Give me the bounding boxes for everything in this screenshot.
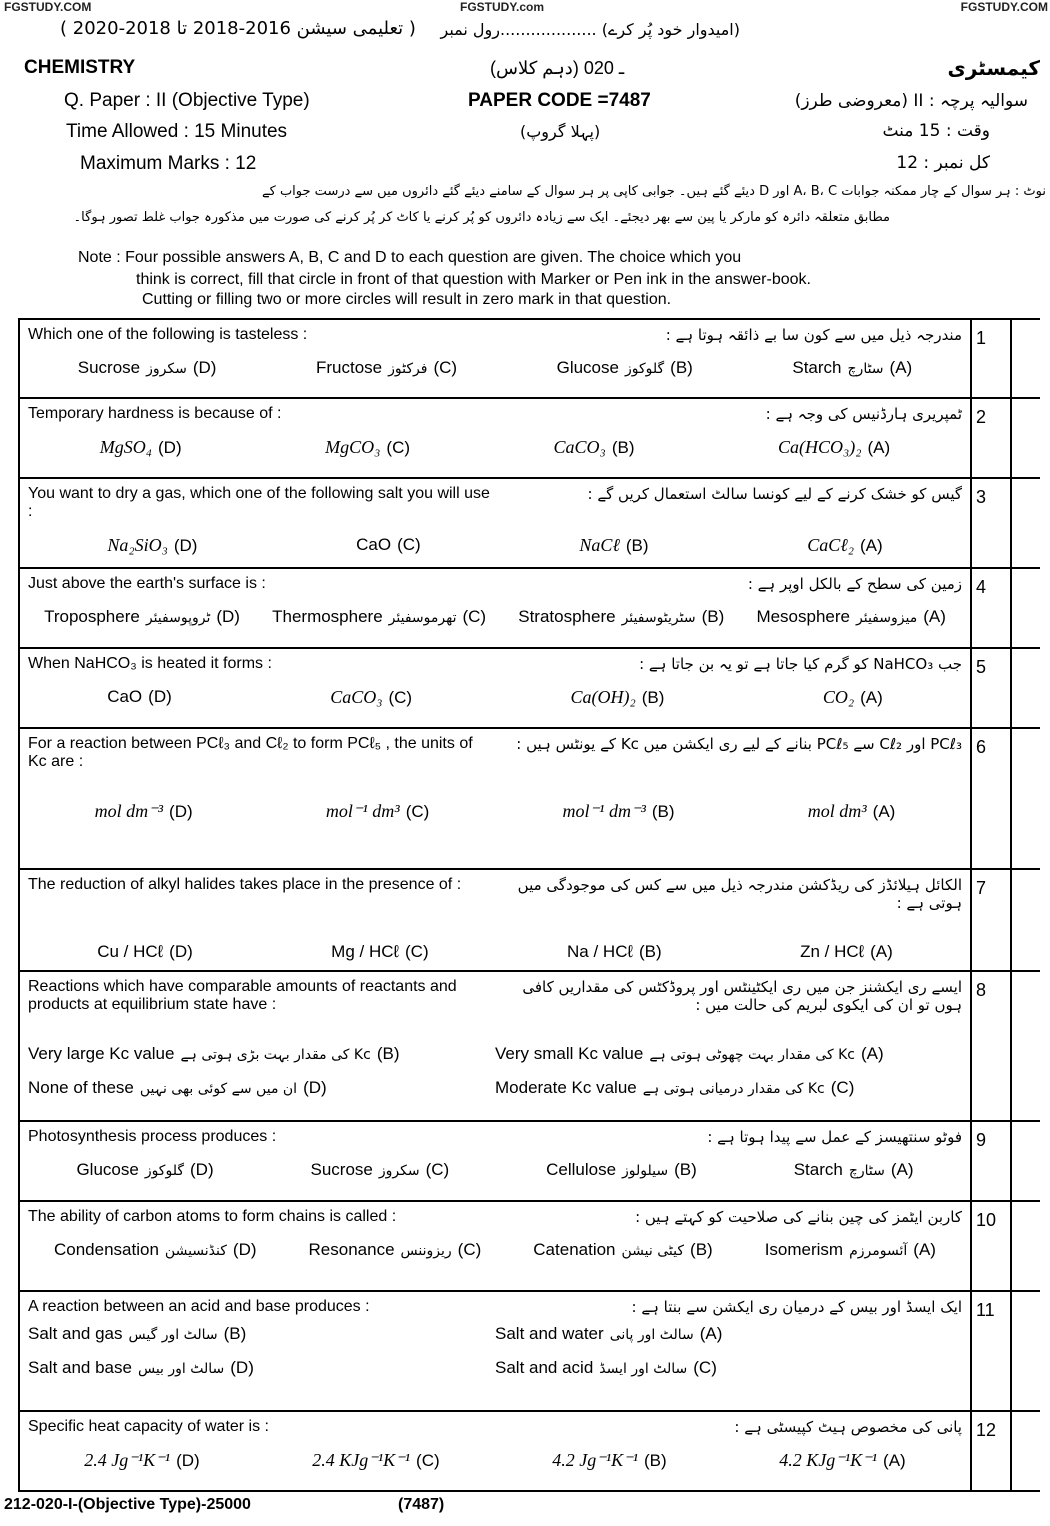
question-ur: کاربن ایٹمز کی چین بنانے کی صلاحیت کو کہتے ہیں : [635,1208,962,1226]
option-letter: (B) [376,1044,400,1063]
option-ur: گلوکوز [624,361,665,377]
option-d[interactable] [28,1358,495,1378]
question-cell [18,320,972,397]
question-row [18,569,1040,649]
question-cell [18,479,972,567]
option-a[interactable] [792,358,912,378]
question-en: The ability of carbon atoms to form chains is called : [28,1208,397,1225]
option-letter: (A) [923,607,946,626]
session: ( تعلیمی سیشن 2016-2018 تا 2018-2020 ) [60,18,416,39]
question-ur: ٹمپریری ہارڈنیس کی وجہ ہے : [765,405,962,423]
question-en: A reaction between an acid and base produces : [28,1298,370,1315]
question-en: Temporary hardness is because of : [28,405,282,422]
option-en: Cellulose [546,1160,617,1179]
watermark: FGSTUDY.COM [960,0,1048,14]
option-ur: سکروز [378,1163,420,1179]
option-letter: (B) [223,1324,247,1343]
question-en: Just above the earth's surface is : [28,575,266,592]
option-letter: (A) [859,536,883,555]
option-a[interactable] [756,607,945,627]
question-en: Which one of the following is tasteless : [28,326,308,343]
question-number: 12 [972,1412,1012,1490]
option-letter: (B) [701,607,725,626]
footer-code: 212-020-I-(Objective Type)-25000 [4,1496,251,1513]
option-ur: کیٹی نیشن [621,1243,685,1259]
option-letter: (C) [386,438,411,457]
margin-cell [1012,1292,1040,1410]
option-a[interactable] [778,437,890,458]
question-ur: ایک ایسڈ اور بیس کے درمیان ری ایکشن سے بنتا ہے : [631,1298,962,1316]
margin-cell [1012,569,1040,647]
option-letter: (B) [625,536,649,555]
option-en: Na / HCℓ [567,942,633,961]
option-en: Salt and water [495,1324,604,1343]
question-row [18,1202,1040,1292]
option-en: Stratosphere [518,607,616,626]
option-formula: NaCℓ [579,535,620,555]
question-row [18,729,1040,870]
option-ur: سکروز [146,361,187,377]
margin-cell [1012,1412,1040,1490]
options [28,1160,962,1180]
maximum-marks: Maximum Marks : 12 [80,153,257,174]
option-c[interactable] [316,358,457,378]
options [28,1044,962,1098]
option-d[interactable] [84,1450,199,1471]
option-letter: (A) [872,802,896,821]
option-formula: MgSO₄ [99,437,153,457]
question-text [28,405,962,423]
option-en: CaO [107,687,143,706]
option-a[interactable] [808,801,896,822]
option-ur: میزوسفیئر [856,610,918,626]
option-formula: CO₂ [822,687,855,707]
option-c[interactable] [495,1078,962,1098]
question-text [28,978,962,1014]
question-ur: گیس کو خشک کرنے کے لیے کونسا سالٹ استعمال کریں گے : [587,485,962,503]
option-a[interactable] [800,942,893,962]
question-cell [18,399,972,477]
option-letter: (A) [861,1044,884,1063]
options [28,1324,962,1378]
question-ur: PCℓ₃ اور Cℓ₂ سے PCℓ₅ بنانے کے لیے ری ایکشن میں Kc کے یونٹس ہیں : [516,735,962,753]
option-letter: (A) [883,1451,906,1470]
option-en: Moderate Kc value [495,1078,637,1097]
question-en: The reduction of alkyl halides takes place in the presence of : [28,876,462,893]
options [28,687,962,708]
question-row [18,972,1040,1122]
option-letter: (A) [890,1160,914,1179]
option-letter: (C) [416,1451,440,1470]
question-en: When NaHCO₃ is heated it forms : [28,655,272,672]
question-text [28,575,962,593]
option-formula: CaCO₃ [553,437,606,457]
option-ur: گلوکوز [144,1163,185,1179]
options [28,437,962,458]
option-ur: کنڈنسیشن [164,1243,227,1259]
option-c[interactable] [356,535,421,556]
question-text [28,1298,962,1316]
option-letter: (D) [216,607,240,626]
question-number: 8 [972,972,1012,1120]
time-allowed: Time Allowed : 15 Minutes [66,121,288,142]
option-formula: Na₂SiO₃ [107,535,168,555]
option-en: None of these [28,1078,134,1097]
group: (پہلا گروپ) [520,122,601,141]
watermark: FGSTUDY.com [460,0,545,14]
question-cell [18,972,972,1120]
question-number: 2 [972,399,1012,477]
option-c[interactable] [495,1358,962,1378]
option-letter: (A) [889,358,913,377]
option-en: Mg / HCℓ [331,942,400,961]
margin-cell [1012,729,1040,868]
option-ur: فرکٹوز [388,361,428,377]
option-ur: Kc کی مقدار بہت چھوٹی ہوتی ہے [649,1047,856,1063]
time-ur: وقت : 15 منٹ [882,121,990,141]
question-ur: ایسے ری ایکشنز جن میں ری ایکٹینٹس اور پروڈکٹس کی مقداریں کافی ہوں تو ان کی ایکوی لبریم کی حالت میں : [522,978,962,1014]
questions-table [18,318,1040,1492]
option-c[interactable] [312,1450,439,1471]
option-letter: (C) [462,607,487,626]
question-number: 7 [972,870,1012,970]
option-letter: (D) [169,802,193,821]
option-a[interactable] [807,535,882,556]
option-a[interactable] [779,1450,905,1471]
option-d[interactable] [78,358,217,378]
option-formula: mol dm⁻³ [94,801,164,821]
option-formula: mol⁻¹ dm⁻³ [562,801,646,821]
option-en: Salt and acid [495,1358,594,1377]
question-text [28,326,962,344]
option-ur: سالٹ اور پانی [609,1327,694,1343]
question-row [18,1122,1040,1202]
option-letter: (C) [388,688,413,707]
option-formula: Ca(OH)₂ [570,687,636,707]
option-b[interactable] [28,1324,495,1344]
option-ur: آئسومرزم [849,1243,908,1259]
watermark: FGSTUDY.COM [4,0,92,14]
option-letter: (D) [190,1160,214,1179]
option-en: Troposphere [44,607,140,626]
option-en: Sucrose [77,358,141,377]
option-letter: (D) [303,1078,327,1097]
note-ur-2: مطابق متعلقہ دائرہ کو مارکر یا پین سے بھر دیجئے۔ ایک سے زیادہ دائروں کو پُر کرنے یا کاٹ کر پُر کرنے کی صورت میں مذکورہ جواب غلط تصور ہوگا۔ [73,210,890,225]
option-en: Starch [792,358,842,377]
option-ur: ٹروپوسفیئر [145,610,211,626]
option-ur: سالٹ اور گیس [128,1327,218,1343]
option-b[interactable] [579,535,648,556]
option-en: Isomerism [764,1240,844,1259]
question-cell [18,569,972,647]
question-text [28,1208,962,1226]
question-number: 10 [972,1202,1012,1290]
question-text [28,485,962,521]
option-letter: (D) [173,536,198,555]
option-en: Resonance [308,1240,395,1259]
option-en: Sucrose [310,1160,373,1179]
question-number: 11 [972,1292,1012,1410]
option-letter: (B) [674,1160,697,1179]
option-en: Very small Kc value [495,1044,644,1063]
option-b[interactable] [552,1450,666,1471]
question-en: Specific heat capacity of water is : [28,1418,269,1435]
option-c[interactable] [272,607,486,627]
option-b[interactable] [557,358,693,378]
option-d[interactable] [54,1240,257,1260]
option-letter: (A) [699,1324,723,1343]
option-b[interactable] [570,687,664,708]
option-formula: mol dm³ [807,801,867,821]
option-d[interactable] [44,607,240,627]
option-letter: (D) [230,1358,254,1377]
option-en: Fructose [316,358,383,377]
option-letter: (B) [638,942,662,961]
question-ur: جب NaHCO₃ کو گرم کیا جاتا ہے تو یہ بن جاتا ہے : [639,655,962,673]
option-en: CaO [356,535,392,554]
question-cell [18,1412,972,1490]
question-cell [18,870,972,970]
option-formula: Ca(HCO₃)₂ [778,437,862,457]
option-d[interactable] [97,942,193,962]
option-letter: (C) [397,535,421,554]
option-c[interactable] [325,437,410,458]
option-en: Starch [793,1160,843,1179]
paper-type: Q. Paper : II (Objective Type) [64,90,310,111]
option-en: Zn / HCℓ [800,942,865,961]
option-a[interactable] [794,1160,914,1180]
margin-cell [1012,870,1040,970]
option-ur: ان میں سے کوئی بھی نہیں [139,1081,298,1097]
question-cell [18,729,972,868]
option-en: Very large Kc value [28,1044,175,1063]
option-a[interactable] [495,1324,962,1344]
margin-cell [1012,649,1040,727]
margin-cell [1012,479,1040,567]
margin-cell [1012,320,1040,397]
question-row [18,870,1040,972]
option-formula: 4.2 Jg⁻¹K⁻¹ [552,1450,639,1470]
question-cell [18,1292,972,1410]
option-en: Glucose [76,1160,139,1179]
question-ur: فوٹو سنتھیسز کے عمل سے پیدا ہوتا ہے : [707,1128,962,1146]
option-b[interactable] [546,1160,697,1180]
question-cell [18,1202,972,1290]
question-en: Reactions which have comparable amounts of reactants and products at equilibrium state have : [28,978,457,1013]
options [28,1240,962,1260]
note-en-3: Cutting or filling two or more circles will result in zero mark in that question. [142,291,672,308]
question-ur: پانی کی مخصوص ہیٹ کپیسٹی ہے : [734,1418,962,1436]
option-formula: 2.4 KJg⁻¹K⁻¹ [312,1450,411,1470]
option-c[interactable] [330,687,412,708]
question-ur: زمین کی سطح کے بالکل اوپر ہے : [747,575,962,593]
note-ur: نوٹ : ہر سوال کے چار ممکنہ جوابات A، B، C اور D دیئے گئے ہیں۔ جوابی کاپی پر ہر سوال کے سامنے دیئے گئے دائروں میں سے درست جواب کے [262,184,1046,199]
option-ur: تھرموسفیئر [388,610,457,626]
option-d[interactable] [95,801,193,822]
option-ur: سٹریٹوسفیئر [621,610,696,626]
option-ur: ریزوننس [400,1243,452,1259]
margin-cell [1012,1122,1040,1200]
option-a[interactable] [765,1240,936,1260]
option-en: Mesosphere [756,607,850,626]
option-letter: (D) [148,687,172,706]
question-number: 4 [972,569,1012,647]
option-letter: (C) [425,1160,450,1179]
candidate-roll-number: (امیدوار خود پُر کرے) ...................رول نمبر [440,20,740,39]
question-number: 3 [972,479,1012,567]
subject-en: CHEMISTRY [24,57,136,78]
question-number: 6 [972,729,1012,868]
question-number: 5 [972,649,1012,727]
option-formula: 2.4 Jg⁻¹K⁻¹ [84,1450,171,1470]
options [28,358,962,378]
question-ur: مندرجہ ذیل میں سے کون سا بے ذائقہ ہوتا ہے : [665,326,962,344]
option-letter: (B) [670,358,693,377]
question-en: For a reaction between PCℓ₃ and Cℓ₂ to form PCℓ₅ , the units of Kc are : [28,735,473,770]
question-text [28,1128,962,1146]
options [28,801,962,822]
margin-cell [1012,399,1040,477]
option-letter: (D) [176,1451,200,1470]
question-number: 1 [972,320,1012,397]
question-row [18,1412,1040,1492]
option-a[interactable] [495,1044,962,1064]
options [28,942,962,962]
options [28,1450,962,1471]
option-ur: Kc کی مقدار درمیانی ہوتی ہے [642,1081,825,1097]
question-cell [18,649,972,727]
margin-cell [1012,1202,1040,1290]
question-number: 9 [972,1122,1012,1200]
option-letter: (C) [830,1078,855,1097]
option-formula: CaCO₃ [330,687,383,707]
option-ur: سٹارچ [847,361,884,377]
question-ur: الکائل ہیلائڈز کی ریڈکشن مندرجہ ذیل میں سے کس کی موجودگی میں ہوتی ہے : [517,876,962,912]
option-letter: (C) [457,1240,482,1259]
option-d[interactable] [107,535,197,556]
option-d[interactable] [76,1160,213,1180]
option-formula: 4.2 KJg⁻¹K⁻¹ [779,1450,878,1470]
option-en: Condensation [54,1240,159,1259]
option-letter: (B) [651,802,675,821]
option-letter: (C) [693,1358,717,1377]
option-letter: (C) [405,802,430,821]
marks-ur: کل نمبر : 12 [896,153,990,173]
paper-code: PAPER CODE =7487 [468,90,651,111]
option-b[interactable] [563,801,675,822]
subject-ur: کیمسٹری [947,56,1040,80]
option-en: Salt and gas [28,1324,123,1343]
question-text [28,1418,962,1436]
option-letter: (C) [433,358,458,377]
option-en: Thermosphere [272,607,383,626]
option-letter: (B) [611,438,635,457]
option-b[interactable] [567,942,662,962]
question-en: Photosynthesis process produces : [28,1128,277,1145]
option-letter: (B) [690,1240,713,1259]
option-en: Catenation [533,1240,616,1259]
option-en: Glucose [556,358,619,377]
note-en: Note : Four possible answers A, B, C and D to each question are given. The choice which you [78,249,742,266]
option-letter: (D) [192,358,217,377]
option-formula: MgCO₃ [325,437,381,457]
question-cell [18,1122,972,1200]
option-d[interactable] [28,1078,495,1098]
paper-type-ur: سوالیہ پرچہ : II (معروضی طرز) [794,91,1028,111]
question-text [28,655,962,673]
question-row [18,399,1040,479]
question-row [18,320,1040,399]
option-ur: سالٹ اور بیس [137,1361,225,1377]
option-b[interactable] [533,1240,712,1260]
option-c[interactable] [331,942,428,962]
option-ur: Kc کی مقدار بہت بڑی ہوتی ہے [180,1047,371,1063]
option-formula: CaCℓ₂ [807,535,854,555]
option-letter: (A) [870,942,893,961]
option-b[interactable] [518,607,724,627]
option-letter: (D) [232,1240,257,1259]
option-b[interactable] [554,437,635,458]
margin-cell [1012,972,1040,1120]
question-en: You want to dry a gas, which one of the following salt you will use : [28,485,490,520]
option-c[interactable] [311,1160,450,1180]
option-letter: (B) [641,688,665,707]
option-b[interactable] [28,1044,495,1064]
option-letter: (D) [169,942,193,961]
question-row [18,1292,1040,1412]
option-c[interactable] [309,1240,482,1260]
question-text [28,876,962,912]
option-formula: mol⁻¹ dm³ [325,801,400,821]
footer-paper-code: (7487) [398,1496,445,1513]
option-letter: (A) [913,1240,936,1259]
option-d[interactable] [107,687,172,708]
option-letter: (A) [867,438,891,457]
question-row [18,479,1040,569]
option-letter: (B) [644,1451,667,1470]
option-c[interactable] [326,801,429,822]
option-letter: (C) [405,942,429,961]
option-ur: سالٹ اور ایسڈ [599,1361,688,1377]
option-a[interactable] [823,687,883,708]
option-ur: سیلولوز [622,1163,669,1179]
options [28,607,962,627]
option-en: Cu / HCℓ [97,942,164,961]
option-letter: (A) [860,688,883,707]
options [28,535,962,556]
class: (دہم کلاس) ـ 020 [490,58,625,78]
note-en-2: think is correct, fill that circle in front of that question with Marker or Pen ink in the answer-book. [136,271,811,288]
option-en: Salt and base [28,1358,132,1377]
question-text [28,735,962,771]
option-d[interactable] [100,437,182,458]
option-ur: سٹارچ [848,1163,885,1179]
option-letter: (D) [158,438,182,457]
question-row [18,649,1040,729]
